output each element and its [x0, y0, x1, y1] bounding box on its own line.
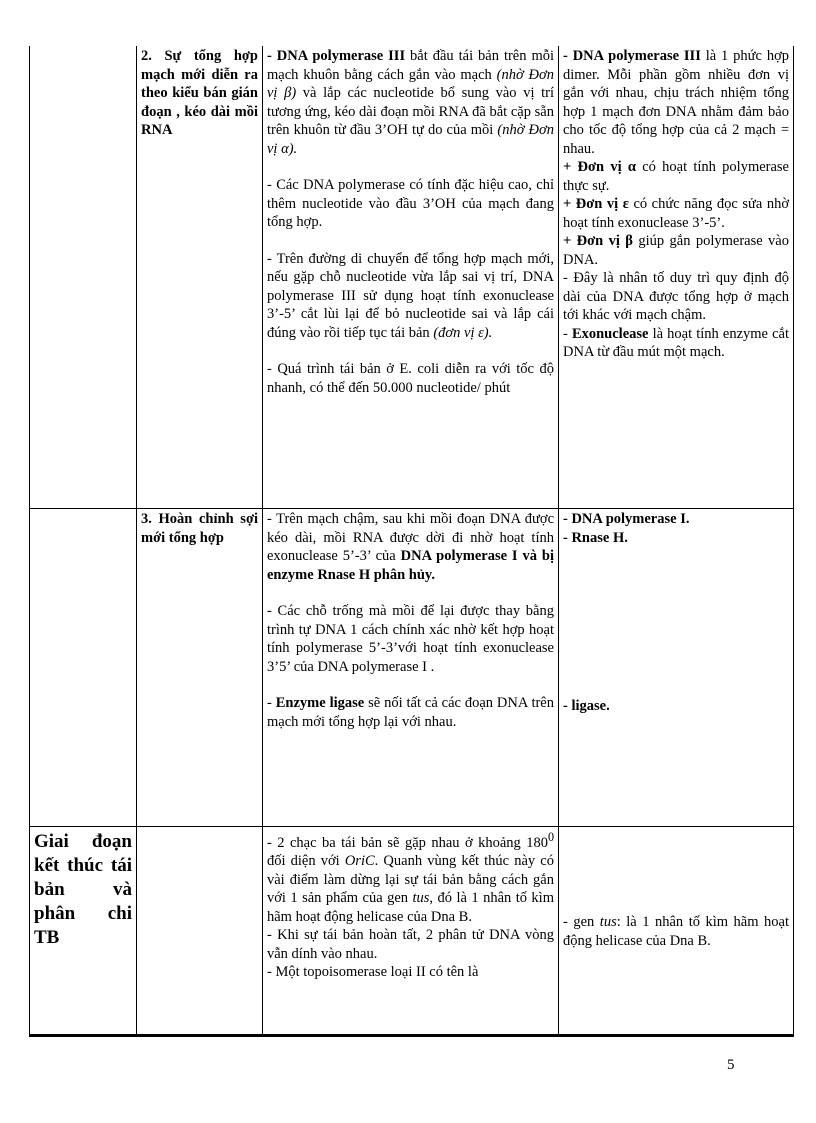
text: - Trên mạch chậm, sau khi mồi đoạn DNA được kéo dài, mồi RNA được dời đi nhờ hoạt tính exonuclease 5’-3’ của — [267, 511, 554, 564]
italic-text: tus — [599, 914, 617, 930]
stage-title: Giai đoạn kết thúc tái bản và phân chi TB — [34, 831, 132, 948]
italic-text: (nhờ Đơn vị β) — [267, 66, 555, 101]
paragraph — [267, 694, 554, 731]
step-cell — [137, 827, 263, 1036]
paragraph: - Quá trình tái bản ở E. coli diễn ra với tốc độ nhanh, có thể đến 50.000 nucleotide/ phút — [267, 361, 554, 396]
text: là 1 phức hợp dimer. Mỗi phần gồm nhiều đơn vị gắn với nhau, chịu trách nhiệm tổng hợp 1 mạch đơn DNA nhằm đảm bảo cho tốc độ tổng hợp của cả 2 mạch = nhau. — [563, 48, 789, 157]
note: - DNA polymerase I. — [563, 511, 690, 527]
paragraph — [267, 510, 554, 584]
paragraph: - Các chỗ trống mà mồi để lại được thay bằng trình tự DNA 1 cách chính xác nhờ kết hợp hoạt tính polymerase 5’-3’với hoạt tính exonuclease 3’5’ của DNA polymerase I . — [267, 603, 554, 675]
note: - ligase. — [563, 698, 610, 714]
step-cell — [137, 509, 263, 827]
text: giúp gắn polymerase vào DNA. — [563, 233, 789, 268]
text: - — [563, 325, 572, 342]
text: có chức năng đọc sửa nhờ hoạt tính exonuclease 3’-5’. — [563, 196, 789, 231]
notes-cell — [559, 509, 794, 827]
paragraph — [267, 828, 554, 926]
page-number: 5 — [727, 1057, 735, 1073]
text: , đó là 1 nhân tố kìm hãm hoạt động helicase của Dna B. — [267, 890, 554, 925]
replication-table — [29, 46, 794, 1037]
text: : là 1 nhân tố kìm hãm hoạt động helicase của Dna B. — [563, 914, 789, 949]
stage-cell — [30, 827, 137, 1036]
note — [563, 232, 789, 269]
note — [563, 47, 789, 158]
note: - Đây là nhân tố duy trì quy định độ dài của DNA được tổng hợp ở mạch tới khác với mạch chậm. — [563, 270, 789, 323]
paragraph: - Khi sự tái bản hoàn tất, 2 phân tử DNA vòng vẫn dính vào nhau. — [267, 927, 554, 962]
notes-cell — [559, 827, 794, 1036]
text: sẽ nối tất cả các đoạn DNA trên mạch mới tổng hợp lại với nhau. — [267, 695, 554, 730]
text: - — [267, 695, 276, 711]
stage-cell — [30, 46, 137, 509]
paragraph — [267, 250, 554, 343]
bold-text: + Đơn vị α — [563, 159, 636, 175]
text: là hoạt tính enzyme cắt DNA từ đầu mút một mạch. — [563, 325, 789, 360]
paragraph: - Một topoisomerase loại II có tên là — [267, 964, 479, 981]
step-title: 2. Sự tổng hợp mạch mới diễn ra theo kiểu bán gián đoạn , kéo dài mồi RNA — [141, 48, 258, 138]
italic-text: (đơn vị ε). — [433, 324, 493, 341]
text: có hoạt tính polymerase thực sự. — [563, 159, 789, 194]
text: - 2 chạc ba tái bản sẽ gặp nhau ở khoảng 180 — [267, 834, 548, 851]
text: . Quanh vùng kết thúc này có vài điểm làm dừng lại sự tái bản bằng cách gắn với 1 sản phẩm của gen — [267, 853, 554, 907]
text: đối diện với — [267, 853, 345, 870]
bold-text: - DNA polymerase III — [563, 48, 701, 64]
text: - gen — [563, 914, 600, 930]
stage-cell — [30, 509, 137, 827]
description-cell — [263, 46, 559, 509]
bold-text: Enzyme ligase — [275, 695, 365, 711]
bold-text: - DNA polymerase III — [267, 48, 406, 64]
step-cell — [137, 46, 263, 509]
text: - Trên đường di chuyển để tổng hợp mạch mới, nếu gặp chỗ nucleotide vừa lắp sai vị trí, DNA polymerase III sử dụng hoạt tính exonuclease 3’-5’ cắt lùi lại để bỏ nucleotide sai và lắp cái đúng vào rồi tiếp tục tái bản — [267, 250, 554, 341]
notes-cell — [559, 46, 794, 509]
paragraph: - Các DNA polymerase có tính đặc hiệu cao, chỉ thêm nucleotide vào đầu 3’OH của mạch đang tổng hợp. — [267, 177, 554, 230]
text: bắt đầu tái bản trên mỗi mạch khuôn bằng cách gắn vào mạch — [267, 48, 554, 83]
table-row — [30, 827, 794, 1036]
description-cell — [263, 827, 559, 1036]
note: - Rnase H. — [563, 529, 628, 546]
bold-text: Exonuclease — [571, 325, 649, 342]
bold-text: DNA polymerase I và bị enzyme Rnase H phân hủy. — [267, 548, 554, 583]
text: và lắp các nucleotide bổ sung vào vị trí tương ứng, kéo dài đoạn mồi RNA đã bắt cặp sẵn trên khuôn từ đầu 3’OH tự do của mồi — [267, 85, 555, 138]
description-cell — [263, 509, 559, 827]
italic-text: (nhờ Đơn vị α). — [267, 122, 554, 157]
italic-text: OriC — [344, 853, 375, 870]
bold-text: + Đơn vị ε — [563, 196, 629, 212]
step-title: 3. Hoàn chỉnh sợi mới tổng hợp — [141, 511, 258, 546]
paragraph — [267, 47, 554, 158]
bold-text: + Đơn vị β — [563, 233, 633, 249]
note — [563, 158, 789, 195]
note — [563, 195, 789, 232]
superscript: 0 — [547, 830, 554, 844]
note — [563, 913, 789, 950]
note — [563, 325, 789, 362]
italic-text: tus — [412, 890, 430, 907]
table-row — [30, 509, 794, 827]
table-row — [30, 46, 794, 509]
